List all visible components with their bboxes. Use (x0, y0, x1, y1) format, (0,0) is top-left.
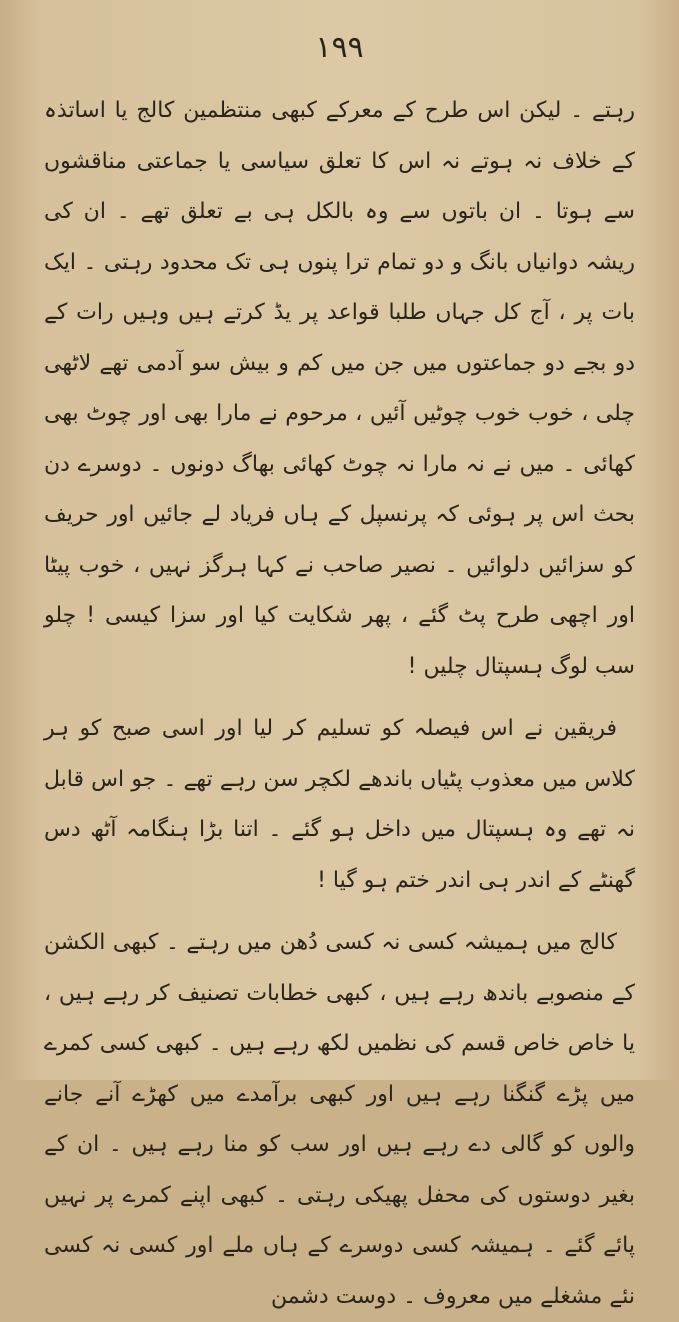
page-body-text (44, 86, 635, 1322)
paragraph-3: کالج میں ہمیشہ کسی نہ کسی دُھن میں رہتے ۔ کبھی الکشن کے منصوبے باندھ رہے ہیں ، کبھی خطابات تصنیف کر رہے ہیں ، یا خاص خاص قسم کی نظمیں لکھ رہے ہیں ۔ کبھی کسی کمرے میں پڑے گنگنا رہے ہیں اور کبھی برآمدے میں کھڑے آنے جانے والوں کو گالی دے رہے ہیں اور سب کو منا رہے ہیں ۔ ان کے بغیر دوستوں کی محفل پھیکی رہتی ۔ کبھی اپنے کمرے پر نہیں پائے گئے ۔ ہمیشہ کسی دوسرے کے ہاں ملے اور کسی نہ کسی نئے مشغلے میں معروف ۔ دوست دشمن (44, 930, 635, 1309)
page-number: ۱۹۹ (315, 30, 364, 65)
paragraph-2: فریقین نے اس فیصلہ کو تسلیم کر لیا اور اسی صبح کو ہر کلاس میں معذوب پٹیاں باندھے لکچر سن رہے تھے ۔ جو اس قابل نہ تھے وہ ہسپتال میں داخل ہو گئے ۔ اتنا بڑا ہنگامہ آٹھ دس گھنٹے کے اندر ہی اندر ختم ہو گیا ! (44, 716, 635, 893)
paragraph-1: رہتے ۔ لیکن اس طرح کے معرکے کبھی منتظمین کالج یا اساتذہ کے خلاف نہ ہوتے نہ اس کا تعلق سیاسی یا جماعتی مناقشوں سے ہوتا ۔ ان باتوں سے وہ بالکل ہی بے تعلق تھے ۔ ان کی ریشہ دوانیاں بانگ و دو تمام ترا پنوں ہی تک محدود رہتی ۔ ایک بات پر ، آج کل جہاں طلبا قواعد پر یڈ کرتے ہیں وہیں رات کے دو بجے دو جماعتوں میں جن میں کم و بیش سو آدمی تھے لاٹھی چلی ، خوب خوب چوٹیں آئیں ، مرحوم نے مارا بھی اور چوٹ بھی کھائی ۔ میں نے نہ مارا نہ چوٹ کھائی بھاگ دونوں ۔ دوسرے دن بحث اس پر ہوئی کہ پرنسپل کے ہاں فریاد لے جائیں اور حریف کو سزائیں دلوائیں ۔ نصیر صاحب نے کہا ہرگز نہیں ، خوب پیٹا اور اچھی طرح پٹ گئے ، پھر شکایت کیا اور سزا کیسی ! چلو سب لوگ ہسپتال چلیں ! (44, 98, 635, 679)
